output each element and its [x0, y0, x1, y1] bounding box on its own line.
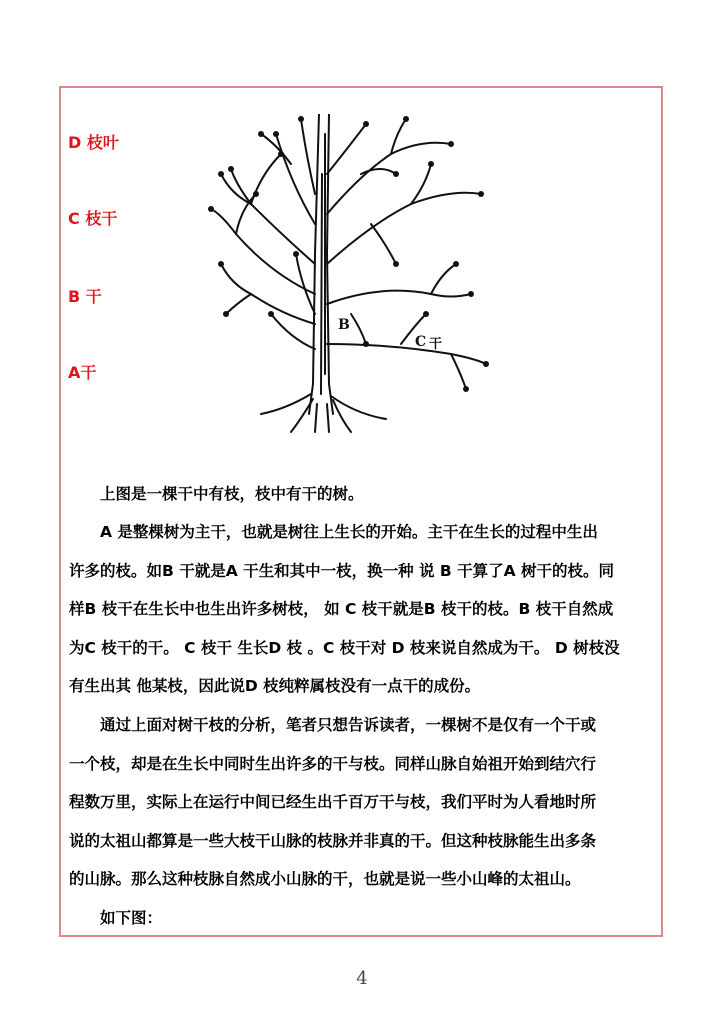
paragraph-line: 通过上面对树干枝的分析，笔者只想告诉读者，一棵树不是仅有一个干或 — [100, 716, 597, 734]
paragraph-analysis — [69, 706, 661, 899]
tree-marker-b: B — [338, 317, 350, 333]
tree-illustration — [191, 114, 491, 434]
paragraph-line: 程数万里，实际上在运行中间已经生出千百万干与枝，我们平时为人看地时所 — [69, 793, 597, 811]
paragraph-line: 样B 枝干在生长中也生出许多树枝， 如 C 枝干就是B 枝干的枝。B 枝干自然成 — [69, 600, 614, 618]
paragraph-line: 有生出其 他某枝，因此说D 枝纯粹属枝没有一点干的成份。 — [69, 677, 481, 695]
paragraph-line: 说的太祖山都算是一些大枝干山脉的枝脉并非真的干。但这种枝脉能生出多条 — [69, 831, 597, 850]
paragraph-figure-intro — [69, 899, 692, 938]
paragraph-line: 为C 枝干的干。 C 枝干 生长D 枝 。C 枝干对 D 枝来说自然成为干。 D 树枝没 — [69, 638, 620, 657]
paragraph-line: 上图是一棵干中有枝，枝中有干的树。 — [100, 485, 364, 503]
paragraph-intro — [69, 475, 692, 514]
content-frame — [59, 86, 663, 937]
paragraph-explanation — [69, 513, 661, 706]
paragraph-line: 许多的枝。如B 干就是A 干生和其中一枝，换一种 说 B 干算了A 树干的枝。同 — [69, 561, 614, 580]
paragraph-line: A 是整棵树为主干，也就是树往上生长的开始。主干在生长的过程中生出 — [100, 523, 598, 541]
paragraph-line: 一个枝，却是在生长中同时生出许多的干与枝。同样山脉自始祖开始到结穴行 — [69, 754, 597, 773]
label-d-branch-leaf: D 枝叶 — [68, 133, 119, 152]
paragraph-line: 的山脉。那么这种枝脉自然成小山脉的干，也就是说一些小山峰的太祖山。 — [69, 870, 581, 888]
tree-marker-trunk: 干 — [429, 337, 443, 352]
paragraph-line: 如下图： — [100, 909, 163, 927]
tree-marker-c: C — [415, 334, 427, 350]
page-number: 4 — [356, 968, 368, 989]
label-a-trunk: A干 — [68, 363, 97, 382]
label-b-trunk: B 干 — [68, 287, 102, 306]
label-c-branch-trunk: C 枝干 — [68, 209, 118, 228]
